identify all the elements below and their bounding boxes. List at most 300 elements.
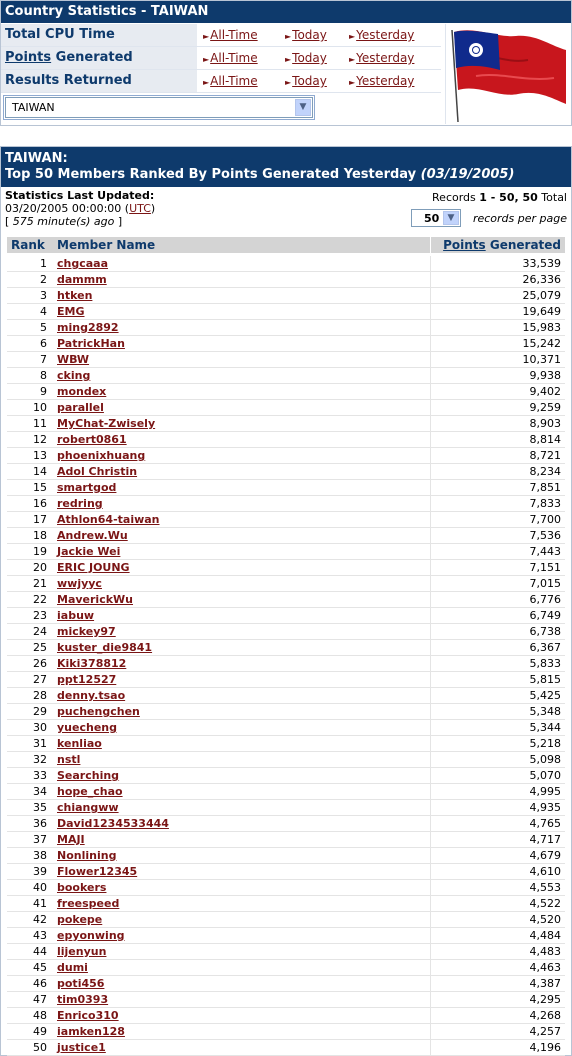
member-points: 4,765 bbox=[529, 817, 561, 830]
member-rank: 8 bbox=[40, 369, 47, 382]
table-row bbox=[7, 512, 565, 528]
member-points: 4,484 bbox=[529, 929, 561, 942]
results-all-time-link[interactable]: ►All-Time bbox=[203, 74, 258, 88]
table-row bbox=[7, 560, 565, 576]
column-divider bbox=[430, 768, 431, 783]
member-points: 33,539 bbox=[522, 257, 561, 270]
member-name-link[interactable]: poti456 bbox=[57, 977, 105, 990]
member-points: 26,336 bbox=[522, 273, 561, 286]
member-rank: 10 bbox=[33, 401, 47, 414]
member-points: 5,070 bbox=[529, 769, 561, 782]
arrow-right-icon: ► bbox=[349, 78, 356, 87]
stat-row-cpu-time bbox=[1, 24, 441, 47]
table-row bbox=[7, 928, 565, 944]
arrow-right-icon: ► bbox=[285, 32, 292, 41]
cpu-time-today-link[interactable]: ►Today bbox=[285, 28, 327, 42]
member-name-link[interactable]: Jackie Wei bbox=[57, 545, 121, 558]
country-stats-panel bbox=[0, 0, 572, 126]
col-rank-header: Rank bbox=[11, 238, 45, 252]
member-name-link[interactable]: ERIC JOUNG bbox=[57, 561, 130, 574]
member-rank: 18 bbox=[33, 529, 47, 542]
member-name-link[interactable]: pokepe bbox=[57, 913, 103, 926]
member-name-link[interactable]: Searching bbox=[57, 769, 120, 782]
member-points: 19,649 bbox=[522, 305, 561, 318]
table-row bbox=[7, 368, 565, 384]
points-today-link[interactable]: ►Today bbox=[285, 51, 327, 65]
flag-cell bbox=[445, 24, 572, 124]
member-points: 4,610 bbox=[529, 865, 561, 878]
points-help-link[interactable]: Points bbox=[5, 50, 52, 65]
column-divider bbox=[430, 912, 431, 927]
member-points: 5,218 bbox=[529, 737, 561, 750]
table-row bbox=[7, 256, 565, 272]
last-updated-value: 03/20/2005 00:00:00 (UTC) bbox=[5, 202, 156, 215]
member-rank: 6 bbox=[40, 337, 47, 350]
table-row bbox=[7, 544, 565, 560]
member-rank: 2 bbox=[40, 273, 47, 286]
member-name-link[interactable]: wwjyyc bbox=[57, 577, 102, 590]
table-row bbox=[7, 336, 565, 352]
table-row bbox=[7, 816, 565, 832]
member-points: 5,348 bbox=[529, 705, 561, 718]
ranking-title-line2: Top 50 Members Ranked By Points Generated Yesterday (03/19/2005) bbox=[5, 167, 515, 182]
member-name-link[interactable]: iamken128 bbox=[57, 1025, 125, 1038]
member-name-link[interactable]: WBW bbox=[57, 353, 90, 366]
member-rank: 21 bbox=[33, 577, 47, 590]
member-points: 6,776 bbox=[529, 593, 561, 606]
member-points: 9,259 bbox=[529, 401, 561, 414]
member-points: 7,015 bbox=[529, 577, 561, 590]
table-row bbox=[7, 656, 565, 672]
column-divider bbox=[430, 976, 431, 991]
member-name-link[interactable]: cking bbox=[57, 369, 91, 382]
column-divider bbox=[430, 784, 431, 799]
column-divider bbox=[430, 640, 431, 655]
member-rank: 49 bbox=[33, 1025, 47, 1038]
column-divider bbox=[430, 752, 431, 767]
column-divider bbox=[430, 816, 431, 831]
member-rank: 35 bbox=[33, 801, 47, 814]
member-points: 7,536 bbox=[529, 529, 561, 542]
member-rank: 32 bbox=[33, 753, 47, 766]
member-points: 9,938 bbox=[529, 369, 561, 382]
last-updated-ago: [ 575 minute(s) ago ] bbox=[5, 215, 123, 228]
member-points: 4,995 bbox=[529, 785, 561, 798]
table-row bbox=[7, 960, 565, 976]
member-name-link[interactable]: PatrickHan bbox=[57, 337, 125, 350]
member-rank: 39 bbox=[33, 865, 47, 878]
member-points: 8,721 bbox=[529, 449, 561, 462]
points-column-link[interactable]: Points bbox=[443, 238, 486, 252]
member-name-link[interactable]: iabuw bbox=[57, 609, 95, 622]
member-points: 25,079 bbox=[522, 289, 561, 302]
table-row bbox=[7, 432, 565, 448]
table-row bbox=[7, 1040, 565, 1056]
table-row bbox=[7, 912, 565, 928]
column-divider bbox=[430, 304, 431, 319]
member-points: 4,522 bbox=[529, 897, 561, 910]
member-points: 6,367 bbox=[529, 641, 561, 654]
member-points: 4,463 bbox=[529, 961, 561, 974]
column-divider bbox=[430, 736, 431, 751]
member-points: 7,833 bbox=[529, 497, 561, 510]
member-name-link[interactable]: Andrew.Wu bbox=[57, 529, 128, 542]
table-row bbox=[7, 400, 565, 416]
member-name-link[interactable]: yuecheng bbox=[57, 721, 117, 734]
member-points: 10,371 bbox=[522, 353, 561, 366]
member-rank: 50 bbox=[33, 1041, 47, 1054]
column-divider bbox=[430, 1024, 431, 1039]
member-points: 4,483 bbox=[529, 945, 561, 958]
member-rank: 43 bbox=[33, 929, 47, 942]
per-page-select[interactable]: 50 ▼ bbox=[411, 209, 461, 227]
member-name-link[interactable]: phoenixhuang bbox=[57, 449, 146, 462]
table-row bbox=[7, 464, 565, 480]
member-points: 6,738 bbox=[529, 625, 561, 638]
arrow-right-icon: ► bbox=[203, 32, 210, 41]
member-points: 5,098 bbox=[529, 753, 561, 766]
member-points: 4,295 bbox=[529, 993, 561, 1006]
member-name-link[interactable]: nstl bbox=[57, 753, 81, 766]
member-name-link[interactable]: Nonlining bbox=[57, 849, 117, 862]
table-row bbox=[7, 288, 565, 304]
member-rank: 33 bbox=[33, 769, 47, 782]
member-points: 4,387 bbox=[529, 977, 561, 990]
points-yesterday-link[interactable]: ►Yesterday bbox=[349, 51, 415, 65]
member-rank: 47 bbox=[33, 993, 47, 1006]
member-name-link[interactable]: Athlon64-taiwan bbox=[57, 513, 160, 526]
member-points: 15,242 bbox=[522, 337, 561, 350]
member-rank: 22 bbox=[33, 593, 47, 606]
member-rank: 27 bbox=[33, 673, 47, 686]
column-divider bbox=[430, 352, 431, 367]
stat-label-results: Results Returned bbox=[1, 70, 197, 92]
member-name-link[interactable]: freespeed bbox=[57, 897, 120, 910]
member-rank: 31 bbox=[33, 737, 47, 750]
member-rank: 1 bbox=[40, 257, 47, 270]
column-divider bbox=[430, 720, 431, 735]
table-row bbox=[7, 864, 565, 880]
member-rank: 16 bbox=[33, 497, 47, 510]
column-divider bbox=[430, 464, 431, 479]
table-row bbox=[7, 672, 565, 688]
member-name-link[interactable]: EMG bbox=[57, 305, 85, 318]
member-rank: 4 bbox=[40, 305, 47, 318]
member-name-link[interactable]: mickey97 bbox=[57, 625, 116, 638]
member-name-link[interactable]: chgcaaa bbox=[57, 257, 109, 270]
table-row bbox=[7, 800, 565, 816]
table-row bbox=[7, 304, 565, 320]
column-divider bbox=[430, 416, 431, 431]
member-rank: 40 bbox=[33, 881, 47, 894]
column-divider bbox=[430, 608, 431, 623]
member-rank: 15 bbox=[33, 481, 47, 494]
member-rank: 19 bbox=[33, 545, 47, 558]
table-row bbox=[7, 320, 565, 336]
member-rank: 3 bbox=[40, 289, 47, 302]
ranking-title bbox=[1, 147, 571, 187]
column-divider bbox=[430, 320, 431, 335]
country-stats-title: Country Statistics - TAIWAN bbox=[1, 1, 571, 23]
table-row bbox=[7, 480, 565, 496]
chevron-down-icon[interactable]: ▼ bbox=[443, 211, 459, 225]
member-points: 9,402 bbox=[529, 385, 561, 398]
column-divider bbox=[430, 336, 431, 351]
member-name-link[interactable]: lijenyun bbox=[57, 945, 107, 958]
member-rank: 11 bbox=[33, 417, 47, 430]
column-divider bbox=[430, 800, 431, 815]
column-divider bbox=[430, 432, 431, 447]
results-today-link[interactable]: ►Today bbox=[285, 74, 327, 88]
member-name-link[interactable]: David1234533444 bbox=[57, 817, 169, 830]
table-row bbox=[7, 848, 565, 864]
table-row bbox=[7, 784, 565, 800]
member-name-link[interactable]: ppt12527 bbox=[57, 673, 117, 686]
member-rank: 25 bbox=[33, 641, 47, 654]
table-row bbox=[7, 880, 565, 896]
column-divider bbox=[430, 832, 431, 847]
column-divider bbox=[430, 592, 431, 607]
member-points: 4,717 bbox=[529, 833, 561, 846]
member-rank: 12 bbox=[33, 433, 47, 446]
member-points: 4,257 bbox=[529, 1025, 561, 1038]
table-row bbox=[7, 832, 565, 848]
results-yesterday-link[interactable]: ►Yesterday bbox=[349, 74, 415, 88]
stat-row-points bbox=[1, 47, 441, 70]
column-divider bbox=[430, 656, 431, 671]
member-name-link[interactable]: kenliao bbox=[57, 737, 102, 750]
member-name-link[interactable]: Flower12345 bbox=[57, 865, 138, 878]
ranking-panel bbox=[0, 146, 572, 1056]
member-rank: 36 bbox=[33, 817, 47, 830]
table-row bbox=[7, 720, 565, 736]
member-name-link[interactable]: robert0861 bbox=[57, 433, 127, 446]
member-rank: 45 bbox=[33, 961, 47, 974]
column-divider bbox=[430, 288, 431, 303]
member-name-link[interactable]: chiangww bbox=[57, 801, 119, 814]
member-points: 7,851 bbox=[529, 481, 561, 494]
table-row bbox=[7, 736, 565, 752]
table-row bbox=[7, 624, 565, 640]
member-rank: 29 bbox=[33, 705, 47, 718]
member-points: 15,983 bbox=[522, 321, 561, 334]
member-points: 5,815 bbox=[529, 673, 561, 686]
member-points: 4,268 bbox=[529, 1009, 561, 1022]
member-points: 4,520 bbox=[529, 913, 561, 926]
arrow-right-icon: ► bbox=[285, 78, 292, 87]
member-rank: 44 bbox=[33, 945, 47, 958]
member-name-link[interactable]: parallel bbox=[57, 401, 104, 414]
member-rank: 42 bbox=[33, 913, 47, 926]
column-divider bbox=[430, 928, 431, 943]
member-name-link[interactable]: denny.tsao bbox=[57, 689, 126, 702]
column-divider bbox=[430, 1008, 431, 1023]
country-select-value: TAIWAN bbox=[12, 101, 55, 114]
per-page-label: records per page bbox=[472, 212, 567, 225]
member-rank: 41 bbox=[33, 897, 47, 910]
arrow-right-icon: ► bbox=[203, 78, 210, 87]
member-points: 4,553 bbox=[529, 881, 561, 894]
cpu-time-all-time-link[interactable]: ►All-Time bbox=[203, 28, 258, 42]
table-row bbox=[7, 384, 565, 400]
member-points: 5,425 bbox=[529, 689, 561, 702]
column-divider bbox=[430, 560, 431, 575]
table-row bbox=[7, 640, 565, 656]
member-points: 4,196 bbox=[529, 1041, 561, 1054]
member-points: 4,679 bbox=[529, 849, 561, 862]
points-all-time-link[interactable]: ►All-Time bbox=[203, 51, 258, 65]
table-row bbox=[7, 976, 565, 992]
table-header bbox=[7, 237, 565, 253]
member-name-link[interactable]: epyonwing bbox=[57, 929, 125, 942]
column-divider bbox=[430, 944, 431, 959]
column-divider bbox=[430, 960, 431, 975]
member-name-link[interactable]: bookers bbox=[57, 881, 107, 894]
column-divider bbox=[430, 528, 431, 543]
member-points: 8,814 bbox=[529, 433, 561, 446]
column-divider bbox=[430, 672, 431, 687]
arrow-right-icon: ► bbox=[285, 55, 292, 64]
arrow-right-icon: ► bbox=[349, 55, 356, 64]
member-name-link[interactable]: dumi bbox=[57, 961, 88, 974]
member-points: 7,443 bbox=[529, 545, 561, 558]
table-row bbox=[7, 752, 565, 768]
column-divider bbox=[430, 512, 431, 527]
member-rank: 26 bbox=[33, 657, 47, 670]
stat-label-points: Points Generated bbox=[1, 47, 197, 69]
column-divider bbox=[430, 880, 431, 895]
member-rank: 24 bbox=[33, 625, 47, 638]
column-divider bbox=[430, 848, 431, 863]
table-row bbox=[7, 352, 565, 368]
table-row bbox=[7, 528, 565, 544]
member-rank: 46 bbox=[33, 977, 47, 990]
member-name-link[interactable]: puchengchen bbox=[57, 705, 140, 718]
column-divider bbox=[430, 992, 431, 1007]
table-row bbox=[7, 416, 565, 432]
arrow-right-icon: ► bbox=[203, 55, 210, 64]
member-name-link[interactable]: dammm bbox=[57, 273, 107, 286]
column-divider bbox=[430, 544, 431, 559]
member-points: 6,749 bbox=[529, 609, 561, 622]
table-row bbox=[7, 688, 565, 704]
utc-link[interactable]: UTC bbox=[129, 202, 151, 215]
column-divider bbox=[430, 864, 431, 879]
member-name-link[interactable]: tim0393 bbox=[57, 993, 109, 1006]
member-rank: 30 bbox=[33, 721, 47, 734]
members-table bbox=[7, 256, 565, 1056]
column-divider bbox=[430, 384, 431, 399]
column-divider bbox=[430, 896, 431, 911]
arrow-right-icon: ► bbox=[349, 32, 356, 41]
last-updated-label: Statistics Last Updated: bbox=[5, 189, 155, 202]
country-select[interactable] bbox=[5, 97, 313, 118]
column-divider bbox=[430, 576, 431, 591]
column-divider bbox=[430, 688, 431, 703]
member-points: 8,903 bbox=[529, 417, 561, 430]
member-name-link[interactable]: justice1 bbox=[57, 1041, 106, 1054]
table-row bbox=[7, 608, 565, 624]
table-row bbox=[7, 992, 565, 1008]
column-divider bbox=[430, 272, 431, 287]
member-name-link[interactable]: ming2892 bbox=[57, 321, 119, 334]
member-name-link[interactable]: redring bbox=[57, 497, 103, 510]
member-rank: 23 bbox=[33, 609, 47, 622]
table-row bbox=[7, 592, 565, 608]
column-divider bbox=[430, 624, 431, 639]
column-divider bbox=[430, 480, 431, 495]
member-rank: 14 bbox=[33, 465, 47, 478]
column-divider bbox=[430, 496, 431, 511]
member-name-link[interactable]: Enrico310 bbox=[57, 1009, 119, 1022]
member-name-link[interactable]: MyChat-Zwisely bbox=[57, 417, 156, 430]
member-name-link[interactable]: MAJI bbox=[57, 833, 85, 846]
member-points: 7,700 bbox=[529, 513, 561, 526]
column-divider bbox=[430, 256, 431, 271]
column-divider bbox=[430, 704, 431, 719]
member-rank: 48 bbox=[33, 1009, 47, 1022]
member-name-link[interactable]: smartgod bbox=[57, 481, 117, 494]
table-row bbox=[7, 496, 565, 512]
member-name-link[interactable]: kuster_die9841 bbox=[57, 641, 153, 654]
member-rank: 37 bbox=[33, 833, 47, 846]
header-divider bbox=[430, 237, 431, 253]
table-row bbox=[7, 1024, 565, 1040]
table-row bbox=[7, 704, 565, 720]
table-row bbox=[7, 768, 565, 784]
member-name-link[interactable]: MaverickWu bbox=[57, 593, 133, 606]
member-rank: 9 bbox=[40, 385, 47, 398]
chevron-down-icon[interactable]: ▼ bbox=[295, 99, 311, 116]
table-row bbox=[7, 944, 565, 960]
member-name-link[interactable]: Kiki378812 bbox=[57, 657, 127, 670]
cpu-time-yesterday-link[interactable]: ►Yesterday bbox=[349, 28, 415, 42]
stat-row-results bbox=[1, 70, 441, 93]
member-rank: 20 bbox=[33, 561, 47, 574]
member-name-link[interactable]: hope_chao bbox=[57, 785, 123, 798]
records-per-page bbox=[407, 209, 567, 227]
member-rank: 34 bbox=[33, 785, 47, 798]
column-divider bbox=[430, 448, 431, 463]
last-updated-block bbox=[5, 189, 155, 228]
member-rank: 38 bbox=[33, 849, 47, 862]
member-rank: 5 bbox=[40, 321, 47, 334]
column-divider bbox=[430, 400, 431, 415]
ranking-title-country: TAIWAN: bbox=[5, 151, 68, 166]
member-points: 8,234 bbox=[529, 465, 561, 478]
member-name-link[interactable]: htken bbox=[57, 289, 93, 302]
column-divider bbox=[430, 1040, 431, 1055]
taiwan-flag-icon bbox=[446, 24, 570, 124]
member-points: 4,935 bbox=[529, 801, 561, 814]
member-rank: 7 bbox=[40, 353, 47, 366]
member-points: 5,833 bbox=[529, 657, 561, 670]
member-name-link[interactable]: mondex bbox=[57, 385, 107, 398]
stat-label-cpu-time: Total CPU Time bbox=[1, 24, 197, 46]
table-row bbox=[7, 272, 565, 288]
member-rank: 13 bbox=[33, 449, 47, 462]
records-summary: Records 1 - 50, 50 Total bbox=[432, 191, 567, 204]
col-name-header: Member Name bbox=[57, 238, 156, 252]
member-rank: 17 bbox=[33, 513, 47, 526]
member-points: 7,151 bbox=[529, 561, 561, 574]
member-points: 5,344 bbox=[529, 721, 561, 734]
member-name-link[interactable]: Adol Christin bbox=[57, 465, 138, 478]
col-points-header: Points Generated bbox=[443, 238, 561, 252]
table-row bbox=[7, 576, 565, 592]
table-row bbox=[7, 448, 565, 464]
table-row bbox=[7, 896, 565, 912]
